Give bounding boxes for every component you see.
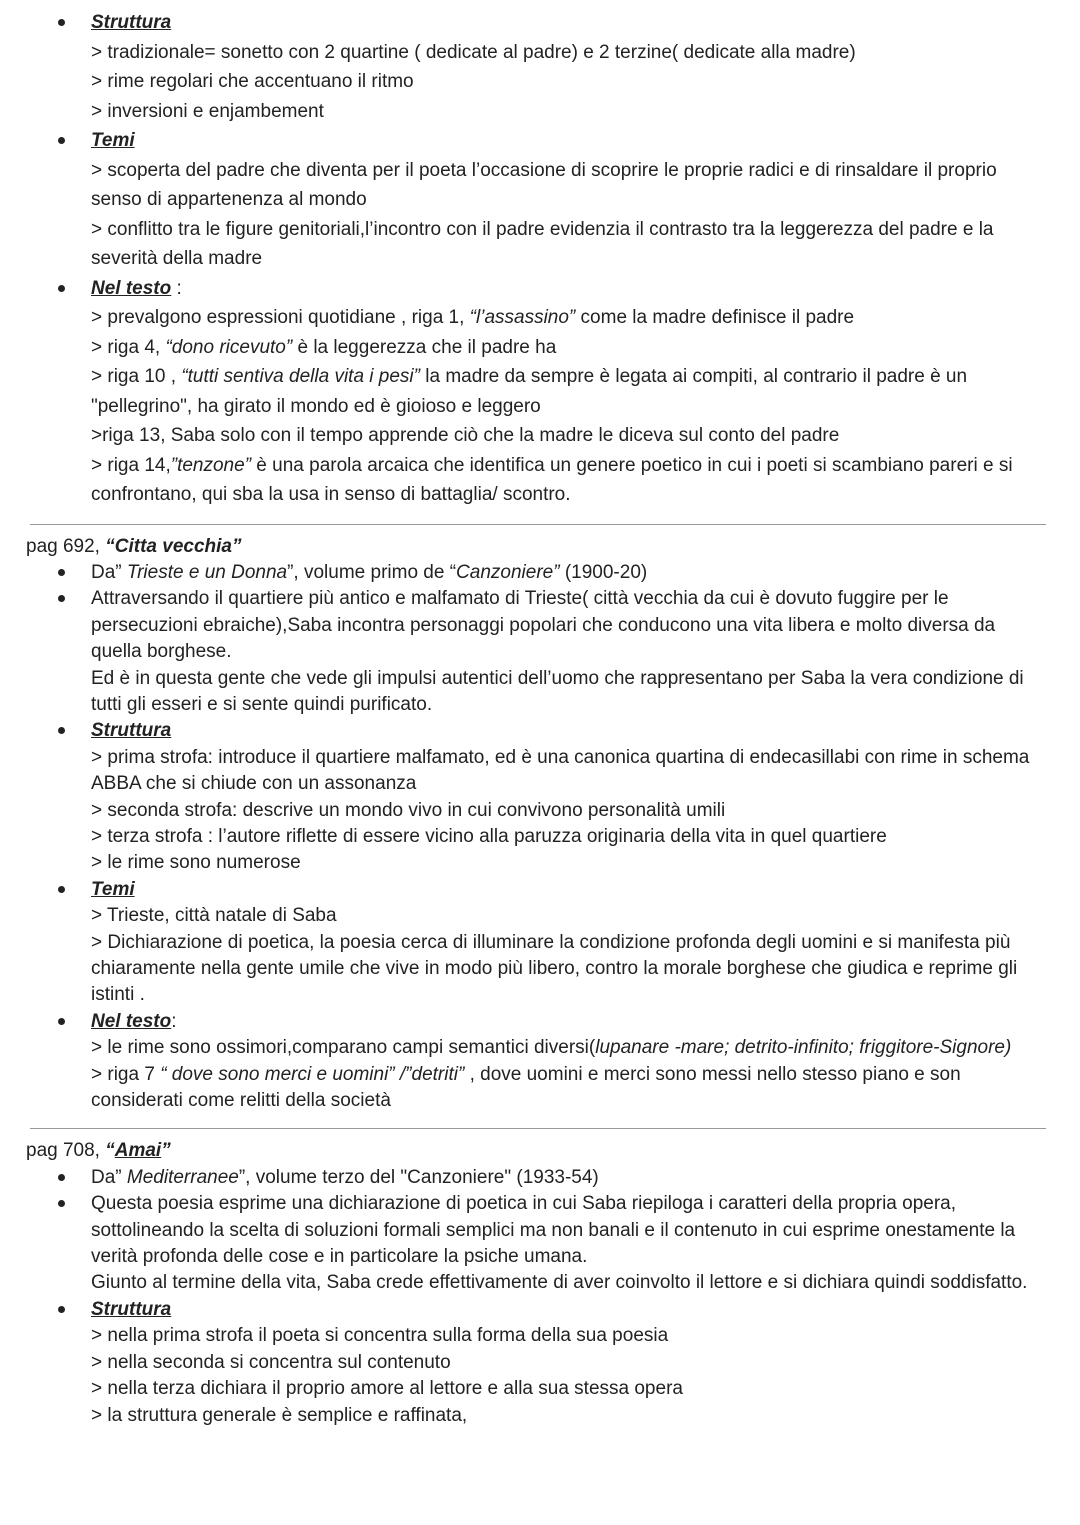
page-ref: pag 692, [26,535,106,557]
bullet-dot-icon [58,1200,65,1207]
poem-title: Amai [114,1140,162,1162]
quote-span: “ dove sono merci e uomini” /”detriti” [160,1063,465,1085]
bullet-struttura [26,718,1048,876]
book-title: Trieste e un Donna [126,561,288,583]
text-line: > inversioni e enjambement [91,100,324,122]
text-span: è la leggerezza che il padre ha [292,336,557,358]
bullet-dot-icon [58,285,65,292]
bullet-temi [26,126,1048,274]
bullet-intro1 [26,1165,1048,1191]
bullet-intro2 [26,1191,1048,1297]
text-span: Da” [91,561,127,583]
heading-nel-testo: Nel testo [91,277,172,299]
bullet-struttura [26,8,1048,126]
text-line: > prima strofa: introduce il quartiere malfamato, ed è una canonica quartina di endecasillabi con rime in schema ABBA che si chiude con un assonanza [91,746,1030,795]
poem-title: “Citta vecchia” [105,535,242,557]
text-line: > la struttura generale è semplice e raffinata, [91,1404,468,1426]
text-line: > nella prima strofa il poeta si concentra sulla forma della sua poesia [91,1325,669,1347]
quote-mark: ” [161,1140,171,1162]
bullet-temi [26,877,1048,1009]
section-divider [30,524,1046,525]
bullet-nel-testo [26,1009,1048,1115]
text-span: (1900-20) [559,561,648,583]
page-ref: pag 708, [26,1140,106,1162]
book-title: Mediterranee [126,1166,239,1188]
text-line [91,1035,1048,1061]
bullet-dot-icon [58,1306,65,1313]
heading-temi: Temi [91,878,135,900]
text-span: ”, volume primo de “ [287,561,457,583]
section-padre [26,8,1048,510]
bullet-dot-icon [58,727,65,734]
text-line [91,1062,1048,1115]
text-line: > le rime sono numerose [91,852,301,874]
text-line: > nella terza dichiara il proprio amore al lettore e alla sua stessa opera [91,1378,683,1400]
text-span: > riga 4, [91,336,166,358]
text-line: > tradizionale= sonetto con 2 quartine ( dedicate al padre) e 2 terzine( dedicate alla madre) [91,41,856,63]
bullet-dot-icon [58,595,65,602]
text-line [91,303,1048,333]
text-span: > prevalgono espressioni quotidiane , riga 1, [91,307,470,328]
text-line: Questa poesia esprime una dichiarazione di poetica in cui Saba riepiloga i caratteri della propria opera, sottolineando la scelta di soluzioni formali semplici ma non banali e il contenuto in cui esprime onestamente la verità profonda delle cose e in particolare la psiche umana. [91,1193,1016,1268]
text-line: > conflitto tra le figure genitoriali,l’incontro con il padre evidenzia il contrasto tra la leggerezza del padre e la severità della madre [91,218,994,269]
text-span: > le rime sono ossimori,comparano campi semantici diversi( [91,1037,596,1059]
text-line: Attraversando il quartiere più antico e malfamato di Trieste( città vecchia da cui è dovuto fuggire per le persecuzioni ebraiche),Saba incontra personaggi popolari che conducono una vita libera e molto diversa da quella borghese. [91,588,996,663]
bullet-dot-icon [58,1018,65,1025]
bullet-intro2 [26,586,1048,718]
quote-span: “dono ricevuto” [165,336,293,358]
bullet-dot-icon [58,886,65,893]
bullet-dot-icon [58,1174,65,1181]
heading-nel-testo: Nel testo [91,1010,172,1032]
text-span: Da” [91,1166,127,1188]
book-title: Canzoniere” [456,561,560,583]
bullet-dot-icon [58,19,65,26]
section-divider [30,1128,1046,1129]
text-line: Giunto al termine della vita, Saba crede effettivamente di aver coinvolto il lettore e si dichiara quindi soddisfatto. [91,1272,1028,1294]
quote-span: lupanare -mare; detrito-infinito; friggitore-Signore) [595,1037,1012,1059]
quote-span: “tutti sentiva della vita i pesi” [181,366,420,387]
text-line [91,451,1048,510]
text-span: , dove uomini e merci sono messi nello stesso piano e son considerati come relitti della società [91,1063,961,1112]
heading-struttura: Struttura [91,1298,172,1320]
section-citta-vecchia [26,534,1048,1115]
text-line [91,1165,1048,1191]
heading-colon: : [171,1010,177,1032]
text-span: > riga 7 [91,1063,161,1085]
text-line [91,560,1048,586]
text-span: la madre da sempre è legata ai compiti, al contrario il padre è un "pellegrino", ha girato il mondo ed è gioioso e leggero [91,366,968,417]
bullet-intro1 [26,560,1048,586]
heading-line [91,274,1048,304]
text-line: > Dichiarazione di poetica, la poesia cerca di illuminare la condizione profonda degli uomini e si manifesta più chiaramente nella gente umile che vive in modo più libero, contro la morale borghese che giudica e reprime gli istinti . [91,931,1018,1006]
text-span: come la madre definisce il padre [575,307,855,328]
text-span: > riga 10 , [91,366,182,387]
heading-struttura: Struttura [91,12,172,33]
heading-struttura: Struttura [91,720,172,742]
text-line [91,362,1048,421]
bullet-struttura [26,1297,1048,1429]
heading-line [91,1009,1048,1035]
text-line: > rime regolari che accentuano il ritmo [91,71,414,92]
text-line: > Trieste, città natale di Saba [91,905,337,927]
text-line: Ed è in questa gente che vede gli impulsi autentici dell’uomo che rappresentano per Saba la vera condizione di tutti gli esseri e si sente quindi purificato. [91,667,1024,715]
section-amai [26,1138,1048,1428]
text-line: > scoperta del padre che diventa per il poeta l’occasione di scoprire le proprie radici e di rinsaldare il proprio senso di appartenenza al mondo [91,159,997,210]
text-line: > terza strofa : l’autore riflette di essere vicino alla paruzza originaria della vita in quel quartiere [91,825,887,847]
heading-colon: : [171,277,182,299]
quote-span: “l’assassino” [469,307,576,328]
quote-mark: “ [105,1140,115,1162]
text-line: >riga 13, Saba solo con il tempo apprende ciò che la madre le diceva sul conto del padre [91,425,840,446]
heading-temi: Temi [91,130,135,151]
text-line [91,333,1048,363]
bullet-dot-icon [58,569,65,576]
text-span: > riga 14, [91,454,171,476]
bullet-nel-testo [26,274,1048,510]
quote-span: ”tenzone” [170,454,252,476]
section-title [26,1138,1048,1164]
text-line: > seconda strofa: descrive un mondo vivo in cui convivono personalità umili [91,799,726,821]
section-title [26,534,1048,560]
bullet-dot-icon [58,137,65,144]
text-span: è una parola arcaica che identifica un genere poetico in cui i poeti si scambiano pareri e si confrontano, qui sba la usa in senso di battaglia/ scontro. [91,454,1013,505]
text-line: > nella seconda si concentra sul contenuto [91,1351,451,1373]
text-span: ”, volume terzo del "Canzoniere" (1933-54) [238,1166,599,1188]
